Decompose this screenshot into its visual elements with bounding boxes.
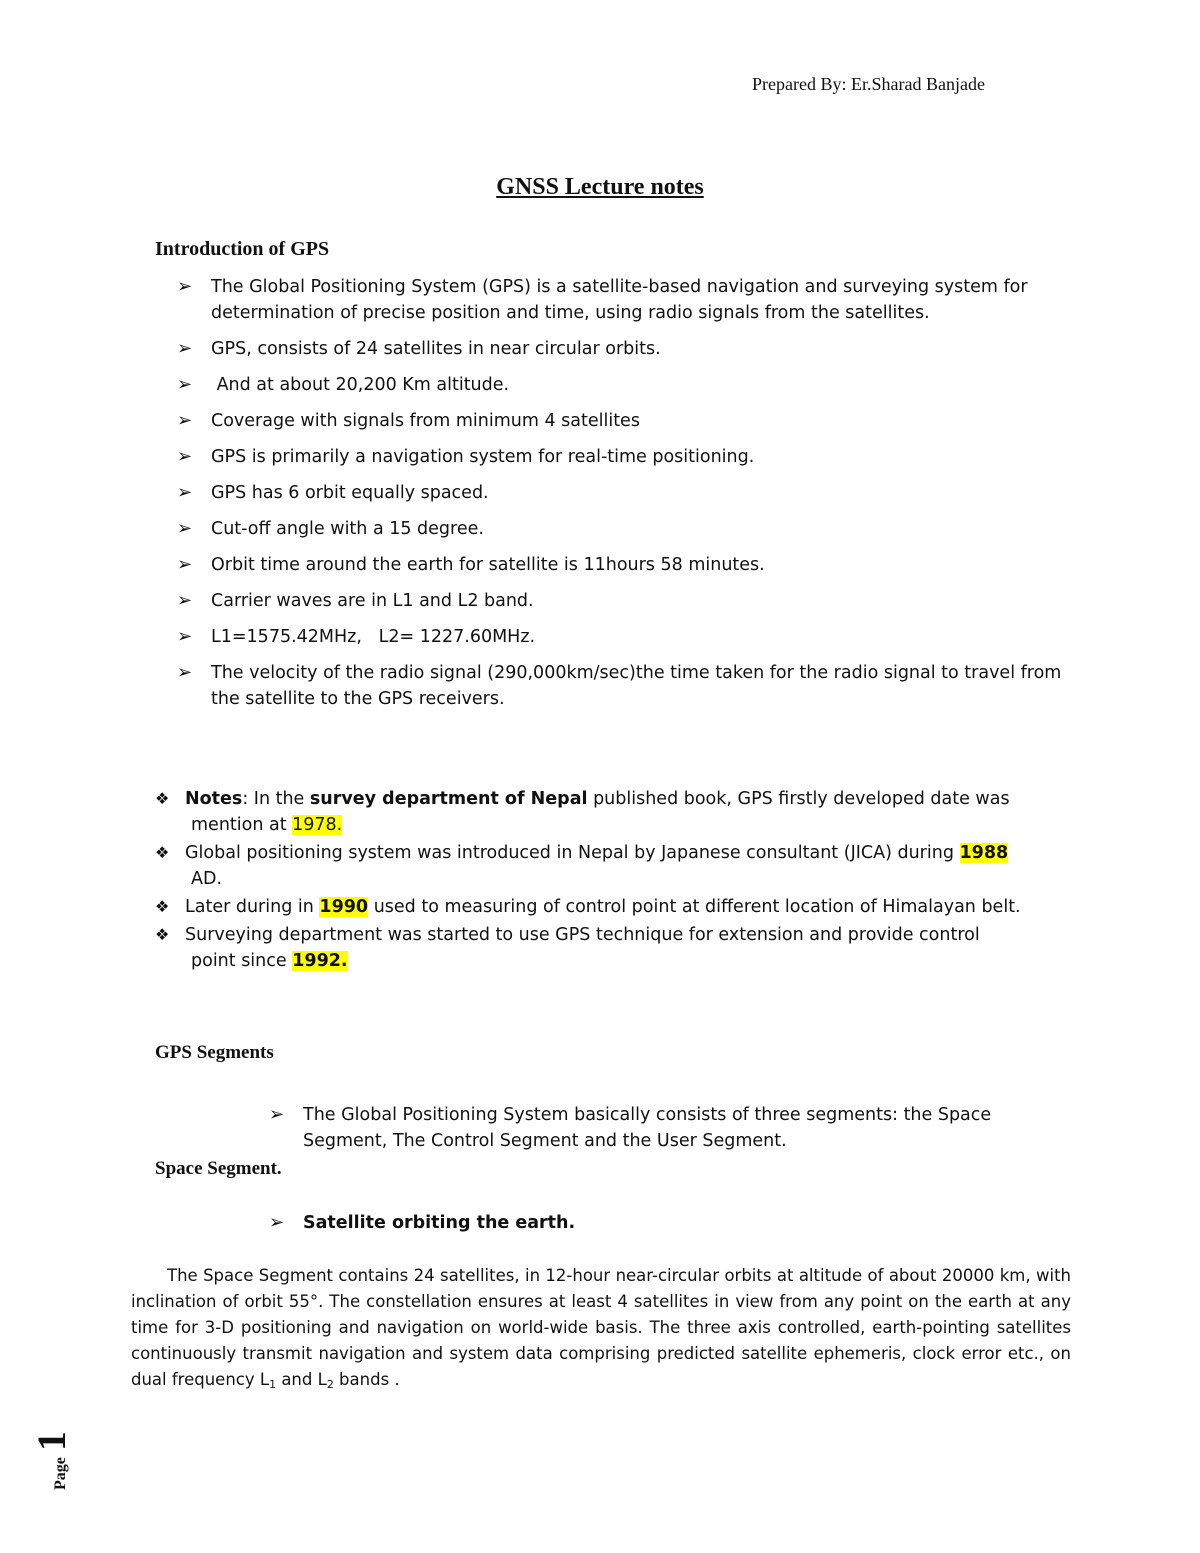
arrow-bullet-icon: ➢: [269, 1104, 285, 1125]
document-title: GNSS Lecture notes: [496, 174, 704, 200]
intro-bullet-list: [155, 274, 1085, 722]
page-digit: 1: [29, 1431, 74, 1452]
arrow-bullet-icon: ➢: [177, 518, 193, 539]
space-segment-heading: Space Segment.: [155, 1158, 282, 1179]
arrow-bullet-icon: ➢: [177, 374, 193, 395]
list-item: ➢ Coverage with signals from minimum 4 satellites: [155, 408, 1085, 434]
list-item: ➢ The Global Positioning System (GPS) is a satellite-based navigation and surveying system for determination of precise position and time, using radio signals from the satellites.: [177, 276, 1028, 323]
prepared-by-header: Prepared By: Er.Sharad Banjade: [752, 74, 985, 94]
note-item-1990: ❖ Later during in 1990 used to measuring of control point at different location of Himalayan belt.: [155, 894, 1115, 920]
arrow-bullet-icon: ➢: [269, 1212, 285, 1233]
space-segment-paragraph: The Space Segment contains 24 satellites, in 12-hour near-circular orbits at altitude of about 20000 km, with inclination of orbit 55°. The constellation ensures at least 4 satellites in view from any point on the earth at any time for 3-D positioning and navigation on world-wide basis. The three axis controlled, earth-pointing satellites continuously transmit navigation and system data comprising predicted satellite ephemeris, clock error etc., on dual frequency $L_1$ and $L_2$ bands .: [131, 1266, 1071, 1391]
arrow-bullet-icon: ➢: [177, 626, 193, 647]
arrow-bullet-icon: ➢: [177, 662, 193, 683]
list-item: ➢ GPS has 6 orbit equally spaced.: [155, 480, 1085, 506]
page-label: Page: [52, 1457, 69, 1490]
arrow-bullet-icon: ➢: [177, 276, 193, 297]
arrow-bullet-icon: ➢: [177, 446, 193, 467]
segments-list: [247, 1102, 1077, 1154]
diamond-bullet-icon: ❖: [155, 789, 170, 808]
list-item: ➢ And at about 20,200 Km altitude.: [155, 372, 1085, 398]
list-item: ➢ The velocity of the radio signal (290,000km/sec)the time taken for the radio signal to travel from the satellite to the GPS receivers.: [177, 662, 1062, 709]
list-item: ➢ L1=1575.42MHz, L2= 1227.60MHz.: [155, 624, 1085, 650]
notes-list: [155, 786, 1115, 976]
diamond-bullet-icon: ❖: [155, 843, 170, 862]
highlighted-year: 1988: [959, 843, 1009, 863]
diamond-bullet-icon: ❖: [155, 897, 170, 916]
list-item: ➢ GPS is primarily a navigation system for real-time positioning.: [155, 444, 1085, 470]
segments-heading: GPS Segments: [155, 1042, 274, 1063]
list-item: ➢ The Global Positioning System basically consists of three segments: the Space Segment, The Control Segment and the User Segment.: [269, 1104, 992, 1151]
list-item: ➢ GPS, consists of 24 satellites in near circular orbits.: [155, 336, 1085, 362]
space-segment-item: ➢ Satellite orbiting the earth.: [247, 1210, 1077, 1236]
note-item-1978: ❖ Notes: In the survey department of Nepal published book, GPS firstly developed date was mention at 1978.: [155, 786, 1115, 838]
arrow-bullet-icon: ➢: [177, 590, 193, 611]
diamond-bullet-icon: ❖: [155, 925, 170, 944]
note-item-1988: ❖ Global positioning system was introduced in Nepal by Japanese consultant (JICA) during 1988 AD.: [155, 840, 1115, 892]
arrow-bullet-icon: ➢: [177, 410, 193, 431]
page-number: [28, 1380, 88, 1490]
list-item: ➢ Cut-off angle with a 15 degree.: [155, 516, 1085, 542]
highlighted-year: 1978.: [292, 815, 343, 835]
highlighted-year: 1990: [319, 897, 369, 917]
intro-heading: Introduction of GPS: [155, 238, 330, 260]
list-item: ➢ Carrier waves are in L1 and L2 band.: [155, 588, 1085, 614]
arrow-bullet-icon: ➢: [177, 482, 193, 503]
highlighted-year: 1992.: [292, 951, 348, 971]
arrow-bullet-icon: ➢: [177, 338, 193, 359]
arrow-bullet-icon: ➢: [177, 554, 193, 575]
list-item: ➢ Orbit time around the earth for satellite is 11hours 58 minutes.: [155, 552, 1085, 578]
note-item-1992: ❖ Surveying department was started to use GPS technique for extension and provide control point since 1992.: [155, 922, 1115, 974]
